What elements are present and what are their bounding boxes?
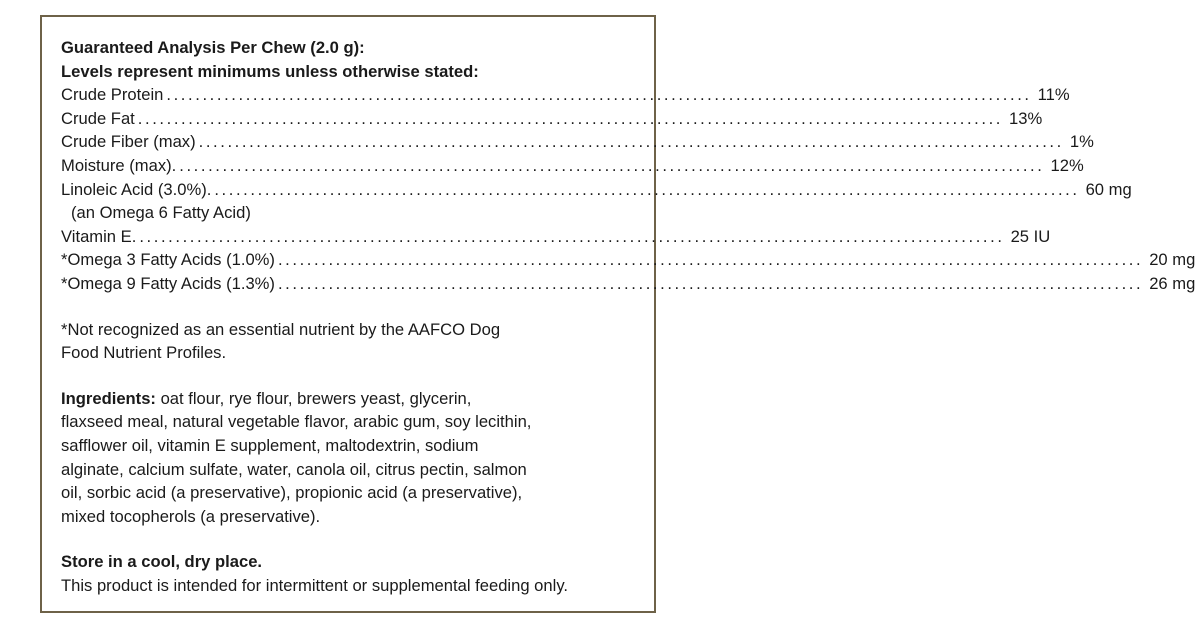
dot-leader: ........................................................................................................................: [137, 108, 1004, 128]
linoleic-note: (an Omega 6 Fatty Acid): [71, 203, 251, 223]
storage-note: This product is intended for intermittent or supplemental feeding only.: [61, 575, 569, 595]
dot-leader: ........................................................................................................................: [179, 155, 1045, 175]
footnote: [61, 318, 634, 365]
row-label: Crude Fat: [61, 108, 135, 128]
row-value: 13%: [1009, 108, 1043, 128]
analysis-row-crude-protein: [61, 83, 1070, 107]
analysis-row-moisture: [61, 154, 1084, 178]
row-label: *Omega 3 Fatty Acids (1.0%): [61, 250, 275, 270]
footnote-line: Food Nutrient Profiles.: [61, 343, 227, 363]
row-label: Vitamin E.: [61, 226, 137, 246]
analysis-subtitle: Levels represent minimums unless otherwise stated:: [61, 61, 479, 81]
storage-heading: Store in a cool, dry place.: [61, 552, 263, 572]
ingredients-heading: Ingredients:: [61, 388, 156, 408]
row-label: *Omega 9 Fatty Acids (1.3%): [61, 273, 275, 293]
row-value: 25 IU: [1010, 226, 1051, 246]
row-value: 12%: [1050, 155, 1084, 175]
storage-block: [61, 550, 634, 597]
analysis-row-vitamin-e: [61, 225, 1051, 249]
analysis-row-crude-fat: [61, 107, 1043, 131]
dot-leader: ........................................................................................................................: [198, 132, 1064, 152]
ingredients-line: flaxseed meal, natural vegetable flavor, arabic gum, soy lecithin,: [61, 412, 532, 432]
analysis-row-linoleic-acid: [61, 178, 1132, 202]
ingredients-line: alginate, calcium sulfate, water, canola oil, citrus pectin, salmon: [61, 459, 527, 479]
label-panel: [40, 15, 1195, 613]
row-value: 1%: [1069, 132, 1094, 152]
row-label: Linoleic Acid (3.0%).: [61, 179, 212, 199]
dot-leader: ........................................................................................................................: [214, 179, 1080, 199]
ingredients-line: mixed tocopherols (a preservative).: [61, 506, 321, 526]
dot-leader: ........................................................................................................................: [277, 250, 1144, 270]
analysis-row-crude-fiber: [61, 130, 1094, 154]
analysis-row-omega-3: [61, 248, 1195, 272]
ingredients-block: [61, 387, 634, 529]
analysis-title: Guaranteed Analysis Per Chew (2.0 g):: [61, 38, 365, 57]
row-value: 60 mg: [1085, 179, 1132, 199]
row-value: 20 mg: [1149, 250, 1195, 270]
ingredients-line: safflower oil, vitamin E supplement, maltodextrin, sodium: [61, 435, 479, 455]
dot-leader: ........................................................................................................................: [166, 85, 1032, 105]
row-value: 26 mg: [1149, 273, 1195, 293]
ingredients-line: [61, 387, 634, 411]
row-label: Moisture (max).: [61, 155, 177, 175]
ingredients-text: oat flour, rye flour, brewers yeast, glycerin,: [155, 388, 472, 408]
dot-leader: ........................................................................................................................: [139, 226, 1005, 246]
ingredients-line: oil, sorbic acid (a preservative), propionic acid (a preservative),: [61, 483, 523, 503]
row-label: Crude Protein: [61, 85, 164, 105]
row-value: 11%: [1037, 85, 1070, 105]
row-label: Crude Fiber (max): [61, 132, 196, 152]
dot-leader: ........................................................................................................................: [277, 273, 1144, 293]
footnote-line: *Not recognized as an essential nutrient by the AAFCO Dog: [61, 319, 501, 339]
analysis-row-omega-9: [61, 272, 1195, 296]
